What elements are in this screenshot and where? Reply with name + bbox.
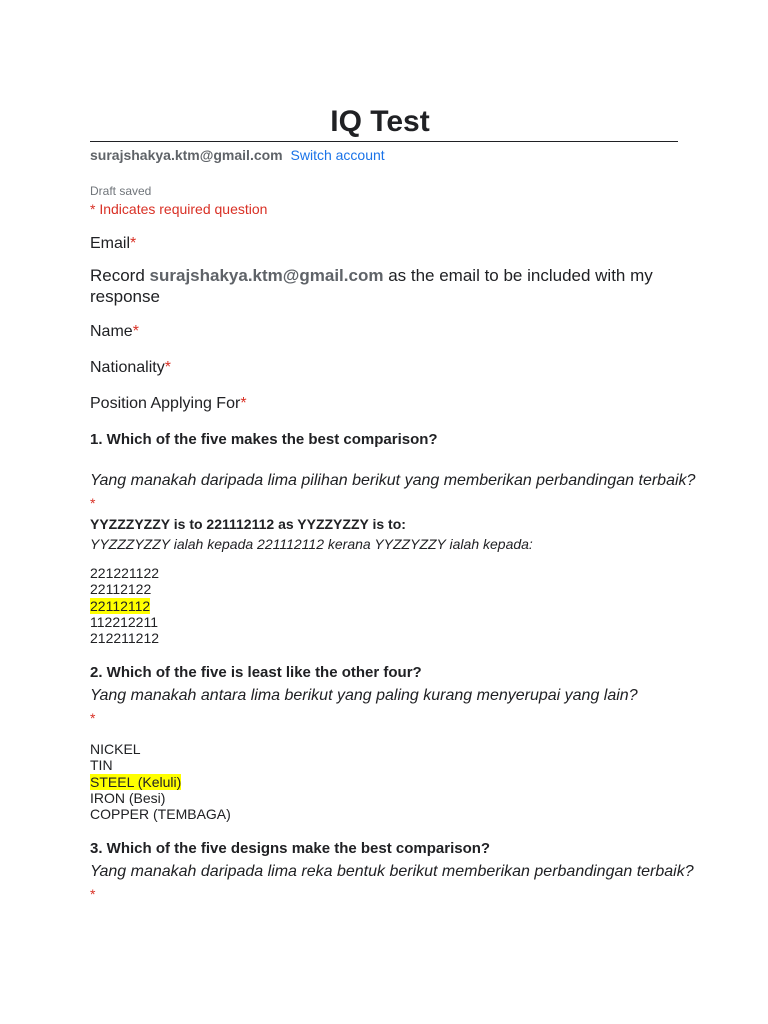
title-divider (90, 141, 678, 142)
switch-account-link[interactable]: Switch account (290, 147, 385, 163)
nationality-field-label (90, 359, 171, 377)
record-email-option[interactable] (90, 265, 680, 307)
question-1-option[interactable]: 221221122 (90, 565, 160, 581)
form-title: IQ Test (330, 105, 430, 138)
position-label-text: Position Applying For (90, 395, 241, 412)
email-field-label (90, 235, 136, 253)
question-1-option[interactable]: 212211212 (90, 630, 160, 646)
required-note: * Indicates required question (90, 201, 268, 217)
question-1-prompt: YYZZZYZZY is to 221112112 as YYZZYZZY is to: (90, 516, 406, 532)
email-label-text: Email (90, 235, 131, 252)
question-2-option[interactable]: TIN (90, 757, 113, 773)
name-field-label (90, 323, 139, 341)
question-3-required: * (90, 886, 96, 902)
question-2-translation: Yang manakah antara lima berikut yang paling kurang menyerupai yang lain? (90, 687, 638, 704)
question-2-option-selected[interactable] (90, 774, 181, 790)
account-bar (90, 147, 385, 163)
required-asterisk: * (132, 323, 139, 340)
record-email: surajshakya.ktm@gmail.com (149, 266, 384, 285)
question-2-required: * (90, 710, 96, 726)
name-label-text: Name (90, 323, 133, 340)
question-2-option[interactable]: NICKEL (90, 741, 141, 757)
draft-status: Draft saved (90, 184, 152, 198)
question-1-translation: Yang manakah daripada lima pilihan berikut yang memberikan perbandingan terbaik? (90, 472, 696, 489)
account-email: surajshakya.ktm@gmail.com (90, 147, 283, 163)
required-asterisk: * (240, 395, 247, 412)
nationality-label-text: Nationality (90, 359, 165, 376)
question-2-option[interactable]: COPPER (TEMBAGA) (90, 806, 231, 822)
question-1-option[interactable]: 112212211 (90, 614, 158, 630)
option-highlight: STEEL (Keluli) (90, 774, 182, 790)
required-asterisk: * (130, 235, 137, 252)
question-1-option-selected[interactable] (90, 598, 150, 614)
record-prefix: Record (90, 266, 145, 285)
option-highlight: 22112112 (90, 598, 151, 614)
question-3-title: 3. Which of the five designs make the best comparison? (90, 840, 491, 857)
record-suffix: as the email to be included with my response (90, 266, 653, 306)
question-1-title: 1. Which of the five makes the best comparison? (90, 431, 438, 448)
question-1-option[interactable]: 22112122 (90, 581, 152, 597)
question-1-prompt-translation: YYZZZYZZY ialah kepada 221112112 kerana YYZZYZZY ialah kepada: (90, 536, 533, 552)
required-asterisk: * (164, 359, 171, 376)
question-1-required: * (90, 495, 96, 511)
position-field-label (90, 395, 247, 413)
question-3-translation: Yang manakah daripada lima reka bentuk berikut memberikan perbandingan terbaik? (90, 863, 694, 880)
question-2-title: 2. Which of the five is least like the other four? (90, 664, 422, 681)
question-2-option[interactable]: IRON (Besi) (90, 790, 166, 806)
